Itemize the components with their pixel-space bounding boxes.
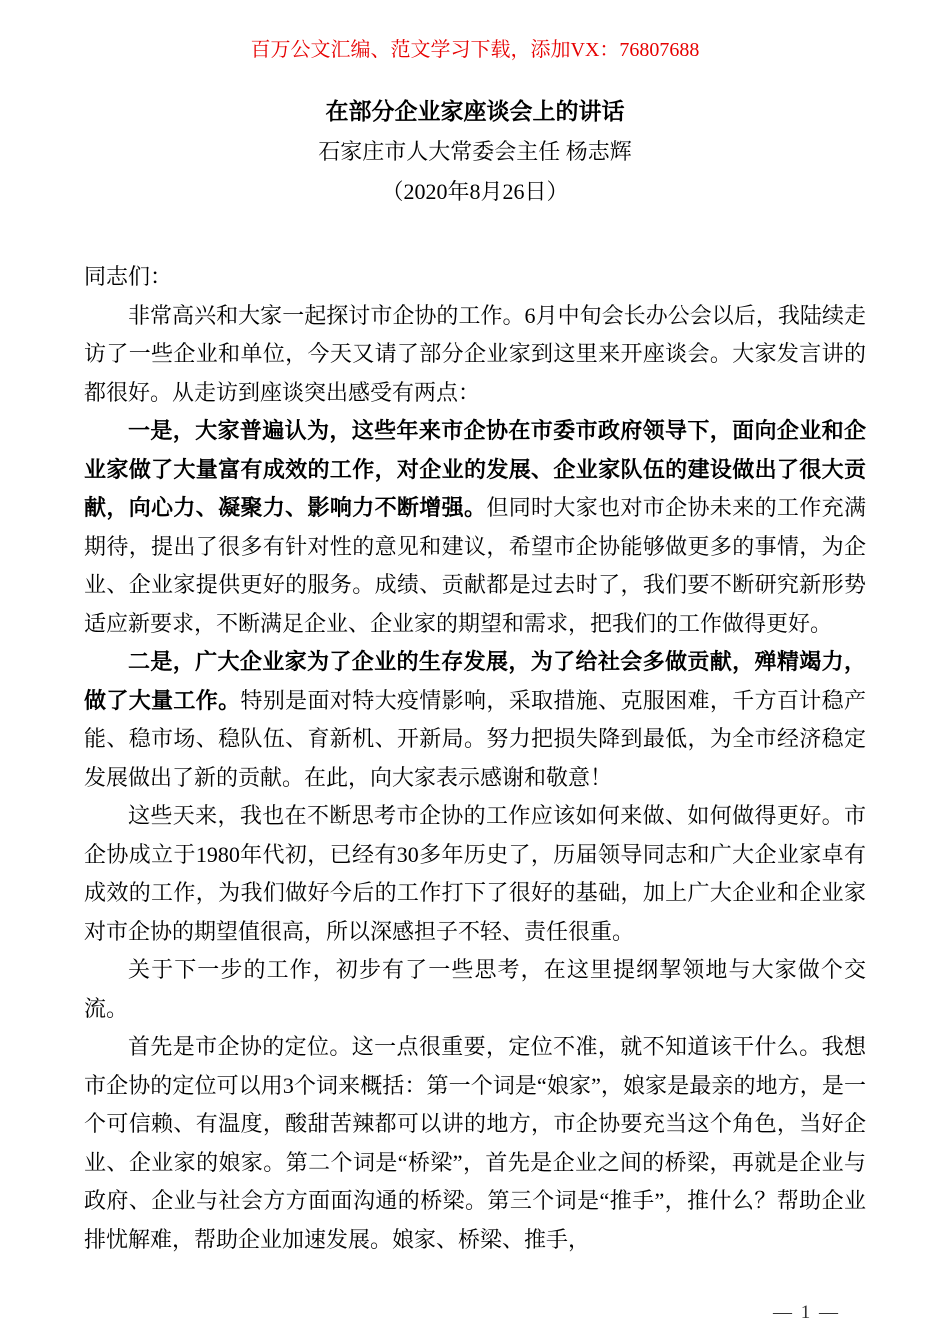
paragraph [84, 951, 866, 1028]
paragraph-text-bold: 一是，大家普遍认为，这些年来市企协在市委市政府领导下，面向企业和企业家做了大量富有成效的工作，对企业的发展、企业家队伍的建设做出了很大贡献，向心力、凝聚力、影响力不断增强。 [84, 418, 866, 520]
paragraph-text: 首先是市企协的定位。这一点很重要，定位不准，就不知道该干什么。我想市企协的定位可以用3个词来概括：第一个词是“娘家”，娘家是最亲的地方，是一个可信赖、有温度，酸甜苦辣都可以讲的地方，市企协要充当这个角色，当好企业、企业家的娘家。第二个词是“桥梁”，首先是企业之间的桥梁，再就是企业与政府、企业与社会方方面面沟通的桥梁。第三个词是“推手”，推什么？帮助企业排忧解难，帮助企业加速发展。娘家、桥梁、推手， [84, 1034, 866, 1252]
paragraph-text: 但同时大家也对市企协未来的工作充满期待，提出了很多有针对性的意见和建议，希望市企协能够做更多的事情，为企业、企业家提供更好的服务。成绩、贡献都是过去时了，我们要不断研究新形势适应新要求，不断满足企业、企业家的期望和需求，把我们的工作做得更好。 [84, 495, 866, 636]
paragraph-text: 同志们： [84, 264, 173, 289]
paragraph-text: 非常高兴和大家一起探讨市企协的工作。6月中旬会长办公会以后，我陆续走访了一些企业和单位，今天又请了部分企业家到这里来开座谈会。大家发言讲的都很好。从走访到座谈突出感受有两点： [84, 302, 866, 405]
document-heading [84, 92, 866, 212]
paragraph [84, 412, 866, 643]
paragraph-text-bold: 二是，广大企业家为了企业的生存发展，为了给社会多做贡献，殚精竭力，做了大量工作。 [84, 649, 866, 713]
promo-header: 百万公文汇编、范文学习下载，添加VX：76807688 [250, 39, 700, 61]
document-date: （2020年8月26日） [381, 179, 569, 204]
page-number: — 1 — [773, 1302, 840, 1323]
paragraph-text: 关于下一步的工作，初步有了一些思考，在这里提纲挈领地与大家做个交流。 [84, 957, 866, 1021]
paragraph [84, 1028, 866, 1259]
paragraph [84, 797, 866, 951]
document-title: 在部分企业家座谈会上的讲话 [325, 99, 625, 124]
paragraph-text: 特别是面对特大疫情影响，采取措施、克服困难，千方百计稳产能、稳市场、稳队伍、育新机、开新局。努力把损失降到最低，为全市经济稳定发展做出了新的贡献。在此，向大家表示感谢和敬意！ [84, 687, 866, 790]
paragraph [84, 297, 866, 413]
document-author: 石家庄市人大常委会主任 杨志辉 [318, 139, 632, 164]
document-body [84, 258, 866, 1259]
paragraph-text: 这些天来，我也在不断思考市企协的工作应该如何来做、如何做得更好。市企协成立于1980年代初，已经有30多年历史了，历届领导同志和广大企业家卓有成效的工作，为我们做好今后的工作打下了很好的基础，加上广大企业和企业家对市企协的期望值很高，所以深感担子不轻、责任很重。 [84, 803, 866, 944]
paragraph [84, 643, 866, 797]
paragraph [84, 258, 866, 297]
